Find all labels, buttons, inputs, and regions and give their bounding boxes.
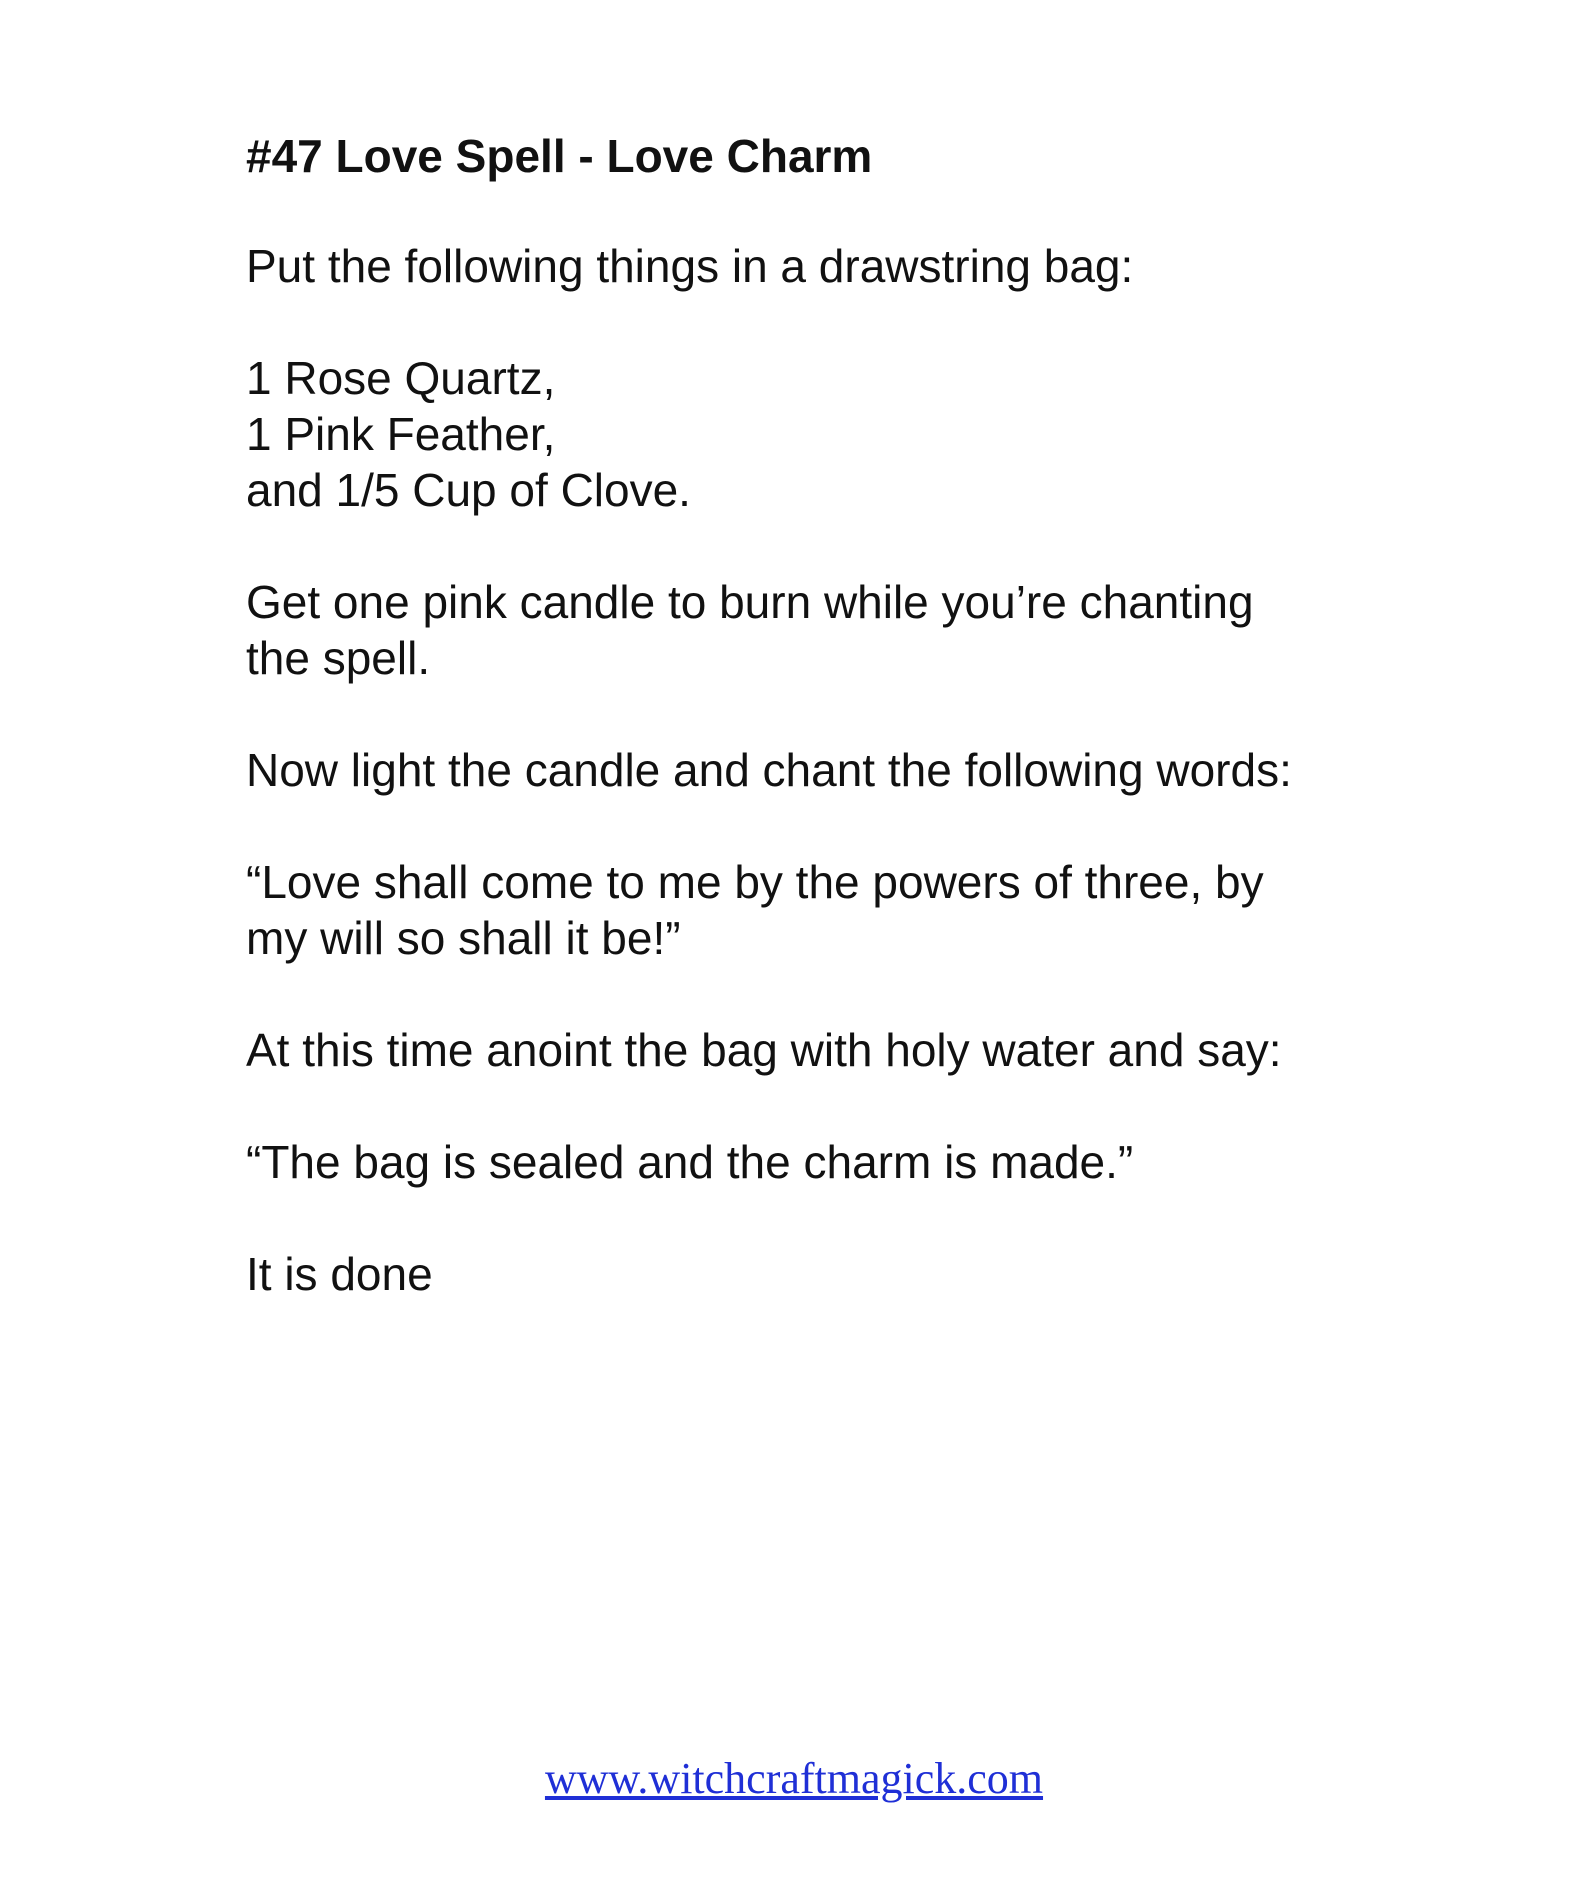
seal-phrase: “The bag is sealed and the charm is made.”	[246, 1136, 1134, 1188]
ingredient-item: 1 Rose Quartz,	[246, 352, 556, 404]
intro-text: Put the following things in a drawstring bag:	[246, 240, 1134, 292]
footer	[0, 1752, 1588, 1806]
anoint-instruction: At this time anoint the bag with holy water and say:	[246, 1024, 1282, 1076]
candle-line: the spell.	[246, 632, 431, 684]
closing-text: It is done	[246, 1248, 433, 1300]
light-instruction: Now light the candle and chant the following words:	[246, 744, 1292, 796]
chant-line: “Love shall come to me by the powers of three, by	[246, 856, 1264, 908]
candle-line: Get one pink candle to burn while you’re chanting	[246, 576, 1254, 628]
chant-text	[246, 854, 1446, 966]
candle-instruction	[246, 574, 1446, 686]
website-link[interactable]: www.witchcraftmagick.com	[544, 1754, 1044, 1803]
chant-line: my will so shall it be!”	[246, 912, 681, 964]
document-body	[246, 128, 1446, 1358]
ingredient-list	[246, 350, 1446, 518]
ingredient-item: 1 Pink Feather,	[246, 408, 556, 460]
spell-title: #47 Love Spell - Love Charm	[246, 130, 873, 182]
ingredient-item: and 1/5 Cup of Clove.	[246, 464, 691, 516]
